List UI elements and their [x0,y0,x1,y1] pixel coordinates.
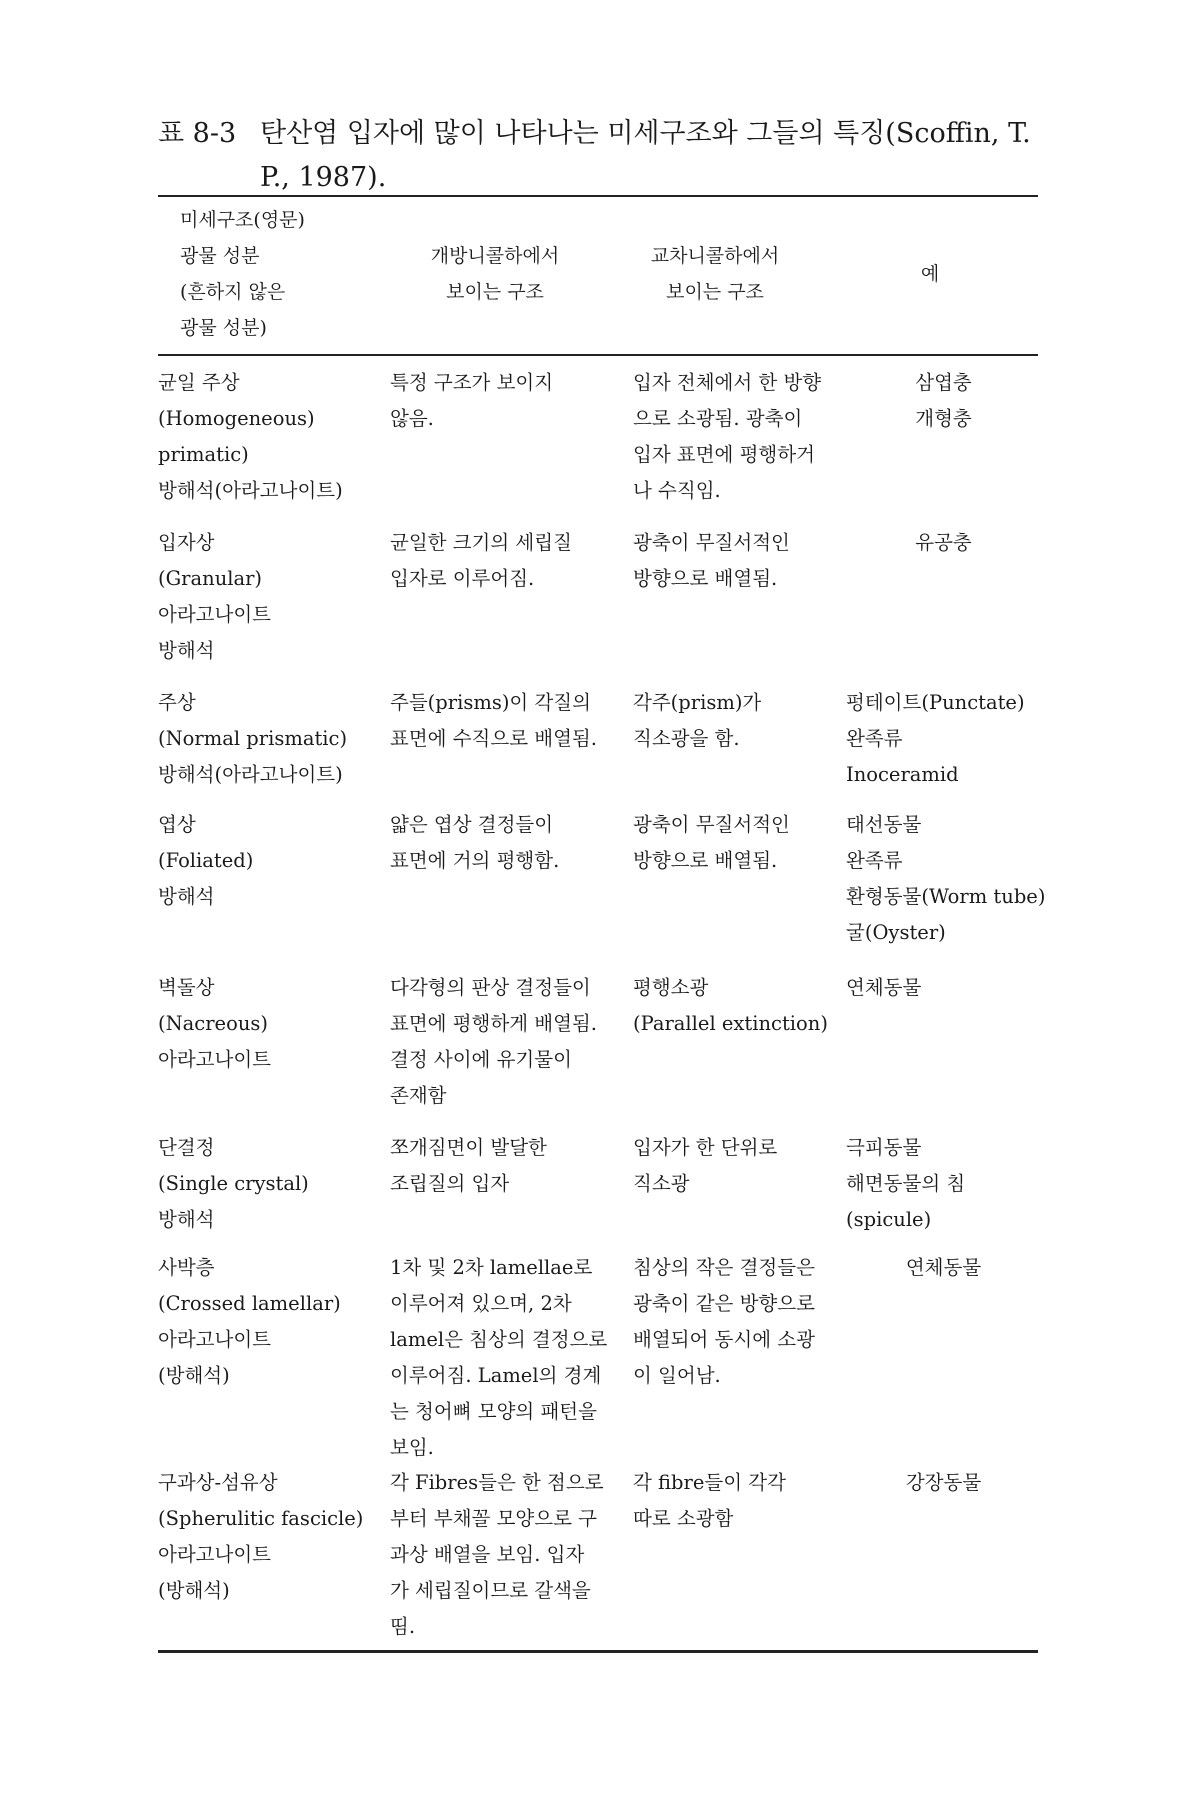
cell-line: 주들(prisms)이 각질의 [390,691,591,714]
table-title: 탄산염 입자에 많이 나타나는 미세구조와 그들의 특징(Scoffin, T. [260,118,1031,149]
row-open-nicol [390,807,610,879]
row-examples [846,1130,1041,1238]
cell-line: 극피동물 [846,1136,922,1159]
cell-line: 나 수직임. [633,479,721,502]
cell-line: 개형충 [915,407,972,430]
row-crossed-nicol [633,970,838,1042]
cell-line: 각주(prism)가 [633,691,762,714]
row-open-nicol [390,525,610,597]
cell-line: 연체동물 [846,976,922,999]
cell-line: (방해석) [158,1579,230,1602]
row-structure [158,1130,373,1238]
cell-line: 표면에 평행하게 배열됨. [390,1012,597,1035]
row-structure [158,1250,373,1394]
header-line: 광물 성분) [180,317,267,339]
row-crossed-nicol [633,365,838,509]
cell-line: 광축이 무질서적인 [633,813,790,836]
cell-line: lamel은 침상의 결정으로 [390,1328,608,1351]
cell-line: 방해석(아라고나이트) [158,763,343,786]
cell-line: 완족류 [846,849,903,872]
cell-line: 균일한 크기의 세립질 [390,531,572,554]
cell-line: 광축이 무질서적인 [633,531,790,554]
table-number: 표 8-3 [158,118,237,149]
row-open-nicol [390,365,610,437]
header-line: 광물 성분 [180,245,260,267]
cell-line: 1차 및 2차 lamellae로 [390,1256,593,1279]
cell-line: 가 세립질이므로 갈색을 [390,1579,591,1602]
cell-line: 표면에 거의 평행함. [390,849,560,872]
cell-line: 다각형의 판상 결정들이 [390,976,591,999]
header-line: 보이는 구조 [446,281,544,303]
cell-line: 조립질의 입자 [390,1172,510,1195]
cell-line: 완족류 [846,727,903,750]
cell-line: 평행소광 [633,976,709,999]
cell-line: 표면에 수직으로 배열됨. [390,727,597,750]
row-open-nicol [390,970,610,1114]
header-line: 개방니콜하에서 [430,245,560,267]
row-examples [846,1465,1041,1501]
row-crossed-nicol [633,807,838,879]
header-bottom-rule [158,354,1038,356]
cell-line: (Granular) [158,567,263,590]
cell-line: 방해석(아라고나이트) [158,479,343,502]
row-crossed-nicol [633,1250,838,1394]
cell-line: 환형동물(Worm tube) [846,885,1046,908]
row-structure [158,970,373,1078]
cell-line: 입자 표면에 평행하거 [633,443,815,466]
row-structure [158,525,373,669]
row-open-nicol [390,685,610,757]
cell-line: 균일 주상 [158,371,240,394]
cell-line: 아라고나이트 [158,1048,272,1071]
cell-line: (Parallel extinction) [633,1012,828,1035]
cell-line: 방향으로 배열됨. [633,849,778,872]
row-examples [846,685,1041,793]
cell-line: 방해석 [158,885,215,908]
cell-line: 아라고나이트 [158,1328,272,1351]
row-structure [158,1465,373,1609]
cell-line: 부터 부채꼴 모양으로 구 [390,1507,597,1530]
row-examples [846,365,1041,437]
header-crossed-nicol [615,238,815,310]
cell-line: (Crossed lamellar) [158,1292,341,1315]
table-caption [158,112,1038,200]
header-line: 보이는 구조 [666,281,764,303]
cell-line: 않음. [390,407,434,430]
cell-line: 얇은 엽상 결정들이 [390,813,554,836]
cell-line: 침상의 작은 결정들은 [633,1256,815,1279]
cell-line: 아라고나이트 [158,1543,272,1566]
cell-line: 광축이 같은 방향으로 [633,1292,815,1315]
cell-line: 엽상 [158,813,196,836]
cell-line: 방해석 [158,639,215,662]
table-title-continued: P., 1987). [260,162,387,193]
cell-line: (Homogeneous) [158,407,315,430]
row-structure [158,807,373,915]
cell-line: 삼엽충 [915,371,972,394]
cell-line: 직소광을 함. [633,727,740,750]
row-structure [158,365,373,509]
header-line: 미세구조(영문) [180,209,305,231]
cell-line: 입자가 한 단위로 [633,1136,778,1159]
cell-line: 이루어짐. Lamel의 경계 [390,1364,602,1387]
cell-line: 태선동물 [846,813,922,836]
cell-line: 굴(Oyster) [846,921,946,944]
cell-line: 강장동물 [905,1471,982,1494]
table-bottom-rule [158,1650,1038,1653]
cell-line: 아라고나이트 [158,603,272,626]
row-crossed-nicol [633,525,838,597]
row-open-nicol [390,1130,610,1202]
table-top-rule [158,195,1038,197]
row-examples [846,525,1041,561]
row-structure [158,685,373,793]
cell-line: (Foliated) [158,849,254,872]
cell-line: 벽돌상 [158,976,215,999]
cell-line: 해면동물의 침 [846,1172,966,1195]
cell-line: 입자로 이루어짐. [390,567,535,590]
row-open-nicol [390,1465,610,1645]
row-examples [846,807,1046,951]
cell-line: 각 Fibres들은 한 점으로 [390,1471,604,1494]
cell-line: 배열되어 동시에 소광 [633,1328,815,1351]
cell-line: 주상 [158,691,196,714]
cell-line: 이 일어남. [633,1364,721,1387]
cell-line: 는 청어뼈 모양의 패턴을 [390,1400,597,1423]
cell-line: 입자 전체에서 한 방향 [633,371,822,394]
cell-line: 사박층 [158,1256,215,1279]
header-examples [900,256,960,292]
cell-line: 보임. [390,1436,434,1459]
cell-line: (Nacreous) [158,1012,268,1035]
cell-line: (Normal prismatic) [158,727,348,750]
row-crossed-nicol [633,1130,838,1202]
cell-line: (방해석) [158,1364,230,1387]
cell-line: (spicule) [846,1208,932,1231]
row-examples [846,970,1041,1006]
header-open-nicol [395,238,595,310]
header-line: (흔하지 않은 [180,281,286,303]
cell-line: (Spherulitic fascicle) [158,1507,364,1530]
cell-line: 연체동물 [905,1256,982,1279]
cell-line: 결정 사이에 유기물이 [390,1048,572,1071]
cell-line: 방해석 [158,1208,215,1231]
row-crossed-nicol [633,685,838,757]
cell-line: 펑테이트(Punctate) [846,691,1025,714]
cell-line: 직소광 [633,1172,690,1195]
cell-line: (Single crystal) [158,1172,309,1195]
cell-line: 으로 소광됨. 광축이 [633,407,803,430]
cell-line: 과상 배열을 보임. 입자 [390,1543,585,1566]
cell-line: 쪼개짐면이 발달한 [390,1136,547,1159]
cell-line: 각 fibre들이 각각 [633,1471,786,1494]
cell-line: 입자상 [158,531,215,554]
cell-line: primatic) [158,443,249,466]
cell-line: 유공충 [915,531,972,554]
cell-line: 특정 구조가 보이지 [390,371,554,394]
cell-line: 구과상-섬유상 [158,1471,278,1494]
cell-line: 따로 소광함 [633,1507,734,1530]
cell-line: 이루어져 있으며, 2차 [390,1292,572,1315]
row-examples [846,1250,1041,1286]
row-open-nicol [390,1250,610,1466]
cell-line: 존재함 [390,1084,447,1107]
header-line: 예 [920,263,940,285]
cell-line: 방향으로 배열됨. [633,567,778,590]
cell-line: Inoceramid [846,763,959,786]
header-microstructure [180,202,320,346]
cell-line: 단결정 [158,1136,215,1159]
row-crossed-nicol [633,1465,838,1537]
header-line: 교차니콜하에서 [650,245,780,267]
cell-line: 띰. [390,1615,416,1638]
